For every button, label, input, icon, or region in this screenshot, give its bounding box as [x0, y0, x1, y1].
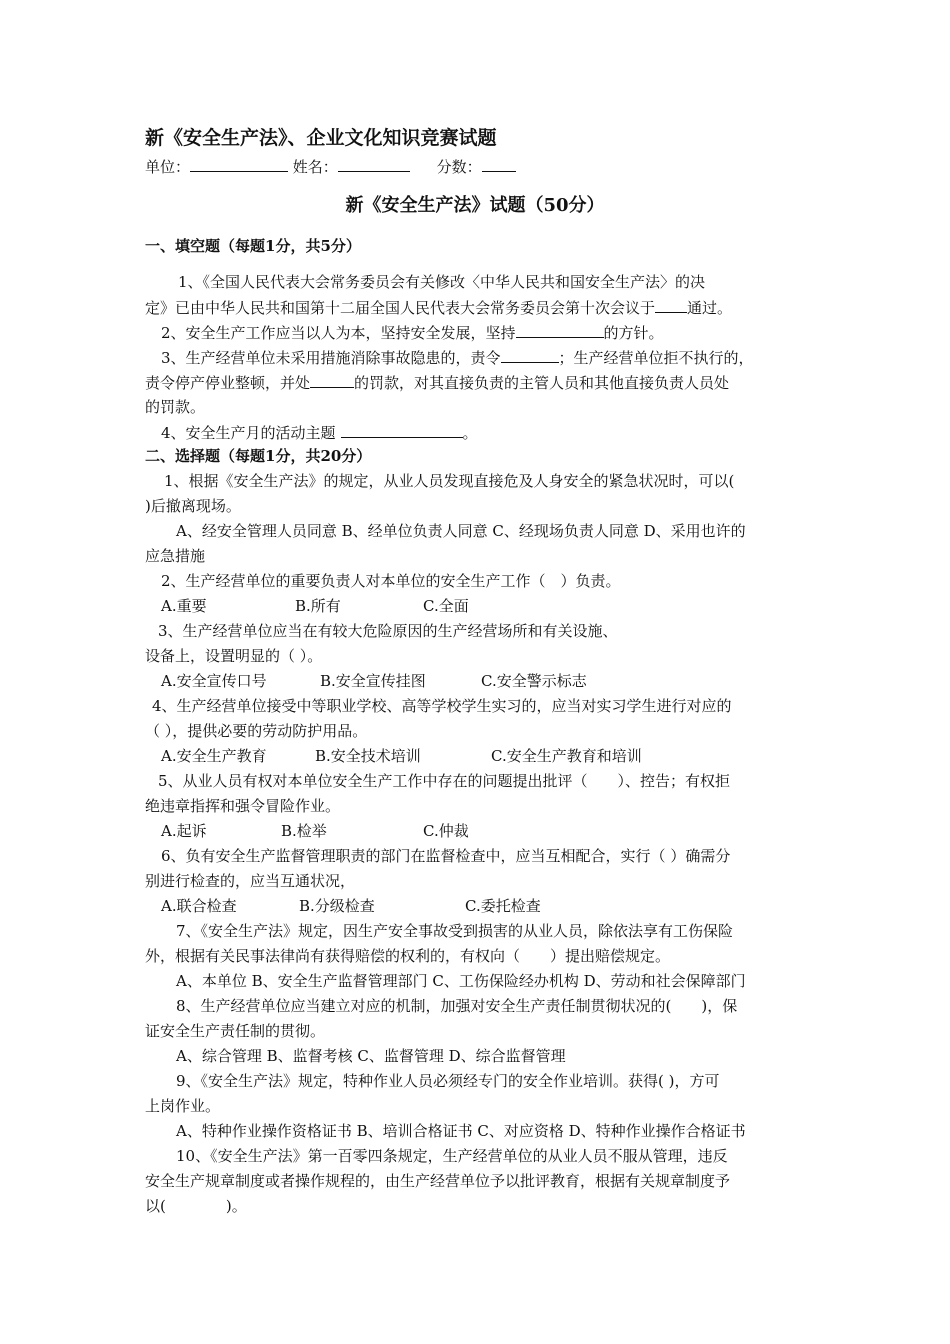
choice-q5-line2: 绝违章指挥和强令冒险作业。	[145, 797, 341, 815]
fill-q3-blank2[interactable]	[310, 372, 354, 388]
choice-q7-line1: 7、《安全生产法》规定，因生产安全事故受到损害的从业人员，除依法享有工伤保险	[176, 922, 734, 940]
section-title: 新《安全生产法》试题（50分）	[345, 195, 605, 216]
fill-q4-blank[interactable]	[341, 422, 463, 438]
choice-q8-options: A、综合管理 B、监督考核 C、监督管理 D、综合监督管理	[176, 1047, 566, 1065]
fill-q2-blank[interactable]	[516, 322, 604, 338]
part1-heading: 一、填空题（每题1分，共5分）	[145, 237, 361, 255]
choice-q6-line2: 别进行检查的，应当互通状况，	[145, 872, 356, 890]
document-title: 新《安全生产法》、企业文化知识竞赛试题	[145, 127, 497, 149]
choice-q5-line1: 5、从业人员有权对本单位安全生产工作中存在的问题提出批评（ ）、控告；有权拒	[158, 772, 731, 790]
fill-q1-blank[interactable]	[655, 297, 687, 313]
fill-q1-line2: 定》已由中华人民共和国第十二届全国人民代表大会常务委员会第十次会议于 通过。	[145, 299, 733, 317]
choice-q1-line1: 1、根据《安全生产法》的规定，从业人员发现直接危及人身安全的紧急状况时，可以(	[164, 472, 735, 490]
choice-q4-line1: 4、生产经营单位接受中等职业学校、高等学校学生实习的，应当对实习学生进行对应的	[152, 697, 732, 715]
choice-q5-options: A.起诉 B.检举 C.仲裁	[161, 822, 469, 840]
fill-q3-line1: 3、生产经营单位未采用措施消除事故隐患的，责令 ；生产经营单位拒不执行的，	[161, 349, 754, 367]
choice-q1-line2: )后撤离现场。	[145, 497, 241, 515]
choice-q7-options: A、本单位 B、安全生产监督管理部门 C、工伤保险经办机构 D、劳动和社会保障部门	[176, 972, 746, 990]
fill-q4: 4、安全生产月的活动主题 。	[161, 424, 478, 442]
fill-q1-line1: 1、《全国人民代表大会常务委员会有关修改〈中华人民共和国安全生产法〉的决	[178, 273, 706, 291]
choice-q1-options: A、经安全管理人员同意 B、经单位负责人同意 C、经现场负责人同意 D、采用也许的	[176, 522, 746, 540]
choice-q10-line2: 安全生产规章制度或者操作规程的，由生产经营单位予以批评教育，根据有关规章制度予	[145, 1172, 731, 1190]
choice-q10-line1: 10、《安全生产法》第一百零四条规定，生产经营单位的从业人员不服从管理，违反	[176, 1147, 728, 1165]
choice-q9-line1: 9、《安全生产法》规定，特种作业人员必须经专门的安全作业培训。获得( )，方可	[176, 1072, 720, 1090]
choice-q6-options: A.联合检查 B.分级检查 C.委托检查	[161, 897, 541, 915]
fill-q2: 2、安全生产工作应当以人为本，坚持安全发展，坚持 的方针。	[161, 324, 664, 342]
header-fields	[145, 156, 812, 177]
choice-q8-line1: 8、生产经营单位应当建立对应的机制，加强对安全生产责任制贯彻状况的( )，保	[176, 997, 738, 1015]
unit-label: 单位：	[145, 158, 191, 176]
choice-q8-line2: 证安全生产责任制的贯彻。	[145, 1022, 326, 1040]
choice-q4-line2: （ ），提供必要的劳动防护用品。	[145, 722, 368, 740]
choice-q6-line1: 6、负有安全生产监督管理职责的部门在监督检查中，应当互相配合，实行（ ）确需分	[161, 847, 731, 865]
fill-q3-line2: 责令停产停业整顿，并处 的罚款，对其直接负责的主管人员和其他直接负责人员处	[145, 374, 730, 392]
choice-q10-line3: 以( )。	[145, 1197, 247, 1215]
choice-q1-options-cont: 应急措施	[145, 547, 206, 565]
choice-q2: 2、生产经营单位的重要负责人对本单位的安全生产工作（ ）负责。	[161, 572, 621, 590]
choice-q3-line1: 3、生产经营单位应当在有较大危险原因的生产经营场所和有关设施、	[158, 622, 618, 640]
unit-blank[interactable]	[190, 156, 288, 172]
name-label: 姓名：	[292, 158, 338, 176]
score-blank[interactable]	[482, 156, 516, 172]
choice-q4-options: A.安全生产教育 B.安全技术培训 C.安全生产教育和培训	[161, 747, 642, 765]
choice-q9-options: A、特种作业操作资格证书 B、培训合格证书 C、对应资格 D、特种作业操作合格证书	[176, 1122, 746, 1140]
fill-q3-line3: 的罚款。	[145, 398, 206, 416]
choice-q7-line2: 外，根据有关民事法律尚有获得赔偿的权利的，有权向（ ）提出赔偿规定。	[145, 947, 671, 965]
part2-heading: 二、选择题（每题1分，共20分）	[145, 447, 372, 465]
choice-q3-options: A.安全宣传口号 B.安全宣传挂图 C.安全警示标志	[161, 672, 587, 690]
score-label: 分数：	[436, 158, 482, 176]
choice-q3-line2: 设备上，设置明显的（ ）。	[145, 647, 323, 665]
fill-q3-blank1[interactable]	[501, 347, 559, 363]
choice-q9-line2: 上岗作业。	[145, 1097, 221, 1115]
choice-q2-options: A.重要 B.所有 C.全面	[161, 597, 469, 615]
name-blank[interactable]	[338, 156, 410, 172]
